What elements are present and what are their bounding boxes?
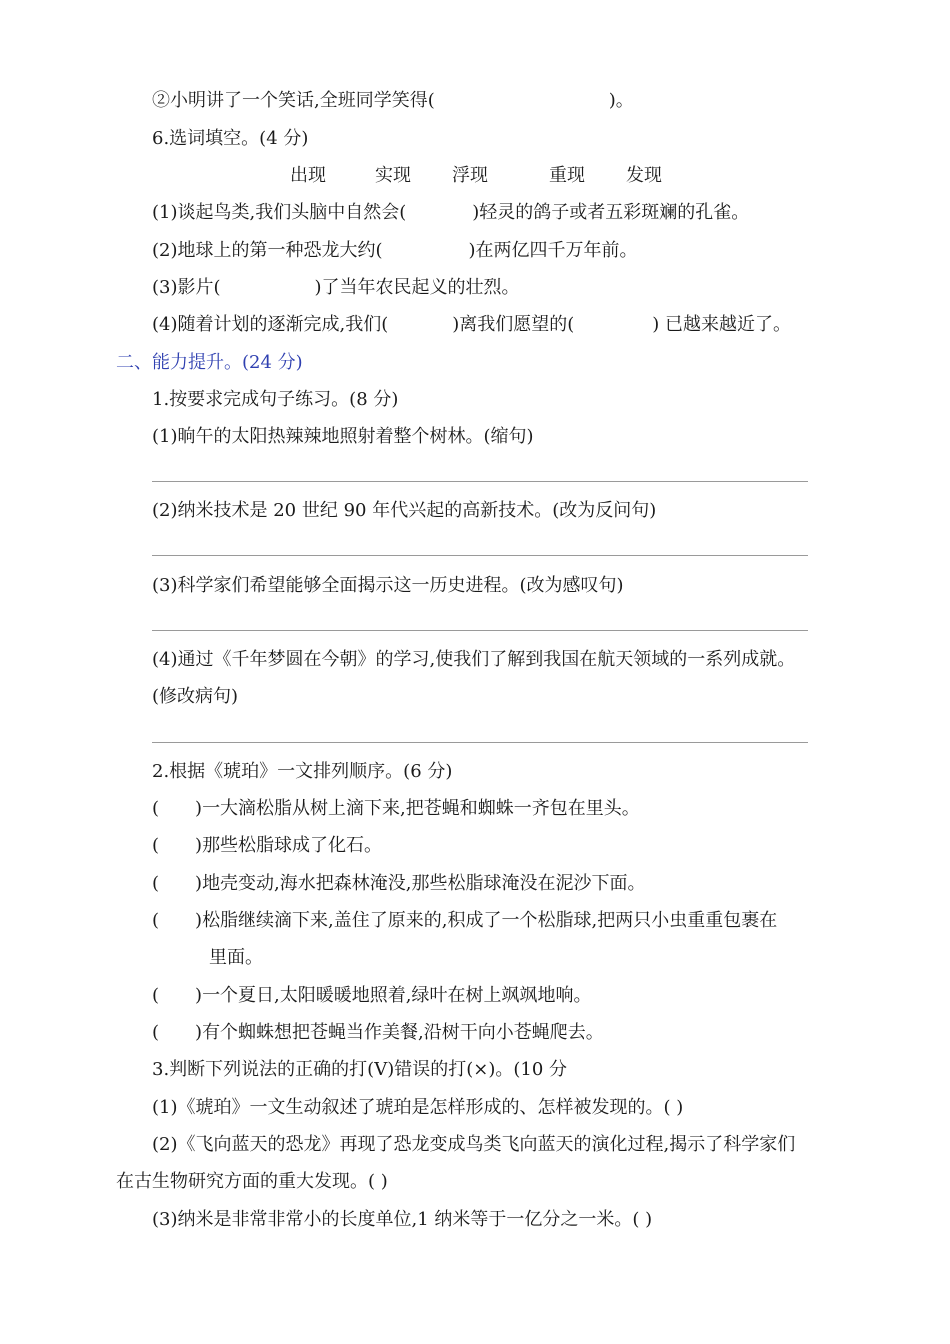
s2-title: 2.根据《琥珀》一文排列顺序。(6 分) — [152, 761, 453, 782]
word-bank-item: 重现 — [549, 165, 585, 186]
word-bank-item: 出现 — [290, 165, 326, 186]
s1-item-1: (1)晌午的太阳热辣辣地照射着整个树林。(缩句) — [152, 426, 534, 447]
order-item-text: 有个蜘蛛想把苍蝇当作美餐,沿树干向小苍蝇爬去。 — [202, 1022, 604, 1043]
s1-item-3: (3)科学家们希望能够全面揭示这一历史进程。(改为感叹句) — [152, 575, 624, 596]
q6-item-3 — [152, 275, 520, 301]
answer-line[interactable] — [152, 481, 808, 482]
s1-item-4-tag: (修改病句) — [152, 686, 239, 707]
q6-item-3-text-end: )了当年农民起义的壮烈。 — [314, 277, 520, 298]
order-item — [152, 983, 592, 1009]
order-item-text: 一大滴松脂从树上滴下来,把苍蝇和蜘蛛一齐包在里头。 — [202, 798, 640, 819]
order-paren: ( — [152, 1022, 160, 1043]
q5-item-2 — [152, 88, 634, 114]
q6-item-4-text-end: ) 已越来越近了。 — [652, 314, 792, 335]
q6-item-2 — [152, 238, 638, 264]
word-bank-item: 浮现 — [452, 165, 488, 186]
order-paren: ) — [195, 910, 203, 931]
q5-item-2-before: ②小明讲了一个笑话,全班同学笑得( — [152, 90, 435, 111]
order-item — [152, 908, 777, 934]
order-paren: ( — [152, 910, 160, 931]
s3-item-2: (2)《飞向蓝天的恐龙》再现了恐龙变成鸟类飞向蓝天的演化过程,揭示了科学家们 — [152, 1134, 796, 1155]
q6-item-2-text-end: )在两亿四千万年前。 — [468, 240, 638, 261]
section-heading: 二、能力提升。(24 分) — [116, 352, 303, 373]
order-item — [152, 833, 382, 859]
q6-item-4-text: (4)随着计划的逐渐完成,我们( — [152, 314, 389, 335]
order-item-text: 那些松脂球成了化石。 — [202, 835, 383, 856]
order-paren: ) — [195, 1022, 203, 1043]
order-item-text: 一个夏日,太阳暖暖地照着,绿叶在树上飒飒地响。 — [202, 985, 592, 1006]
order-paren: ( — [152, 873, 160, 894]
s3-item-3: (3)纳米是非常非常小的长度单位,1 纳米等于一亿分之一米。( ) — [152, 1209, 653, 1230]
order-paren: ( — [152, 985, 160, 1006]
answer-line[interactable] — [152, 742, 808, 743]
s3-item-1: (1)《琥珀》一文生动叙述了琥珀是怎样形成的、怎样被发现的。( ) — [152, 1097, 684, 1118]
word-bank-item: 实现 — [375, 165, 411, 186]
s1-item-4: (4)通过《千年梦圆在今朝》的学习,使我们了解到我国在航天领域的一系列成就。 — [152, 649, 796, 670]
s3-item-2-cont: 在古生物研究方面的重大发现。( ) — [116, 1171, 388, 1192]
order-paren: ) — [195, 985, 203, 1006]
order-paren: ) — [195, 835, 203, 856]
order-paren: ) — [195, 873, 203, 894]
order-item — [152, 796, 640, 822]
answer-line[interactable] — [152, 555, 808, 556]
order-paren: ( — [152, 798, 160, 819]
q6-item-4 — [152, 312, 791, 338]
order-paren: ( — [152, 835, 160, 856]
q6-item-1-text-end: )轻灵的鸽子或者五彩斑斓的孔雀。 — [472, 202, 750, 223]
q6-item-2-text: (2)地球上的第一种恐龙大约( — [152, 240, 383, 261]
order-item — [152, 1020, 604, 1046]
q6-item-1-text: (1)谈起鸟类,我们头脑中自然会( — [152, 202, 407, 223]
answer-line[interactable] — [152, 630, 808, 631]
order-item-text: 松脂继续滴下来,盖住了原来的,积成了一个松脂球,把两只小虫重重包裹在 — [202, 910, 778, 931]
q6-item-4-text-mid: )离我们愿望的( — [452, 314, 575, 335]
order-paren: ) — [195, 798, 203, 819]
q5-item-2-after: )。 — [608, 90, 634, 111]
s1-item-2: (2)纳米技术是 20 世纪 90 年代兴起的高新技术。(改为反问句) — [152, 500, 657, 521]
order-item-continuation: 里面。 — [209, 947, 263, 968]
s1-title: 1.按要求完成句子练习。(8 分) — [152, 389, 399, 410]
q6-item-1 — [152, 200, 749, 226]
order-item-text: 地壳变动,海水把森林淹没,那些松脂球淹没在泥沙下面。 — [202, 873, 646, 894]
s3-title: 3.判断下列说法的正确的打(V)错误的打(×)。(10 分 — [152, 1059, 567, 1080]
q6-item-3-text: (3)影片( — [152, 277, 221, 298]
order-item — [152, 871, 646, 897]
q6-title: 6.选词填空。(4 分) — [152, 128, 309, 149]
word-bank-item: 发现 — [626, 165, 662, 186]
